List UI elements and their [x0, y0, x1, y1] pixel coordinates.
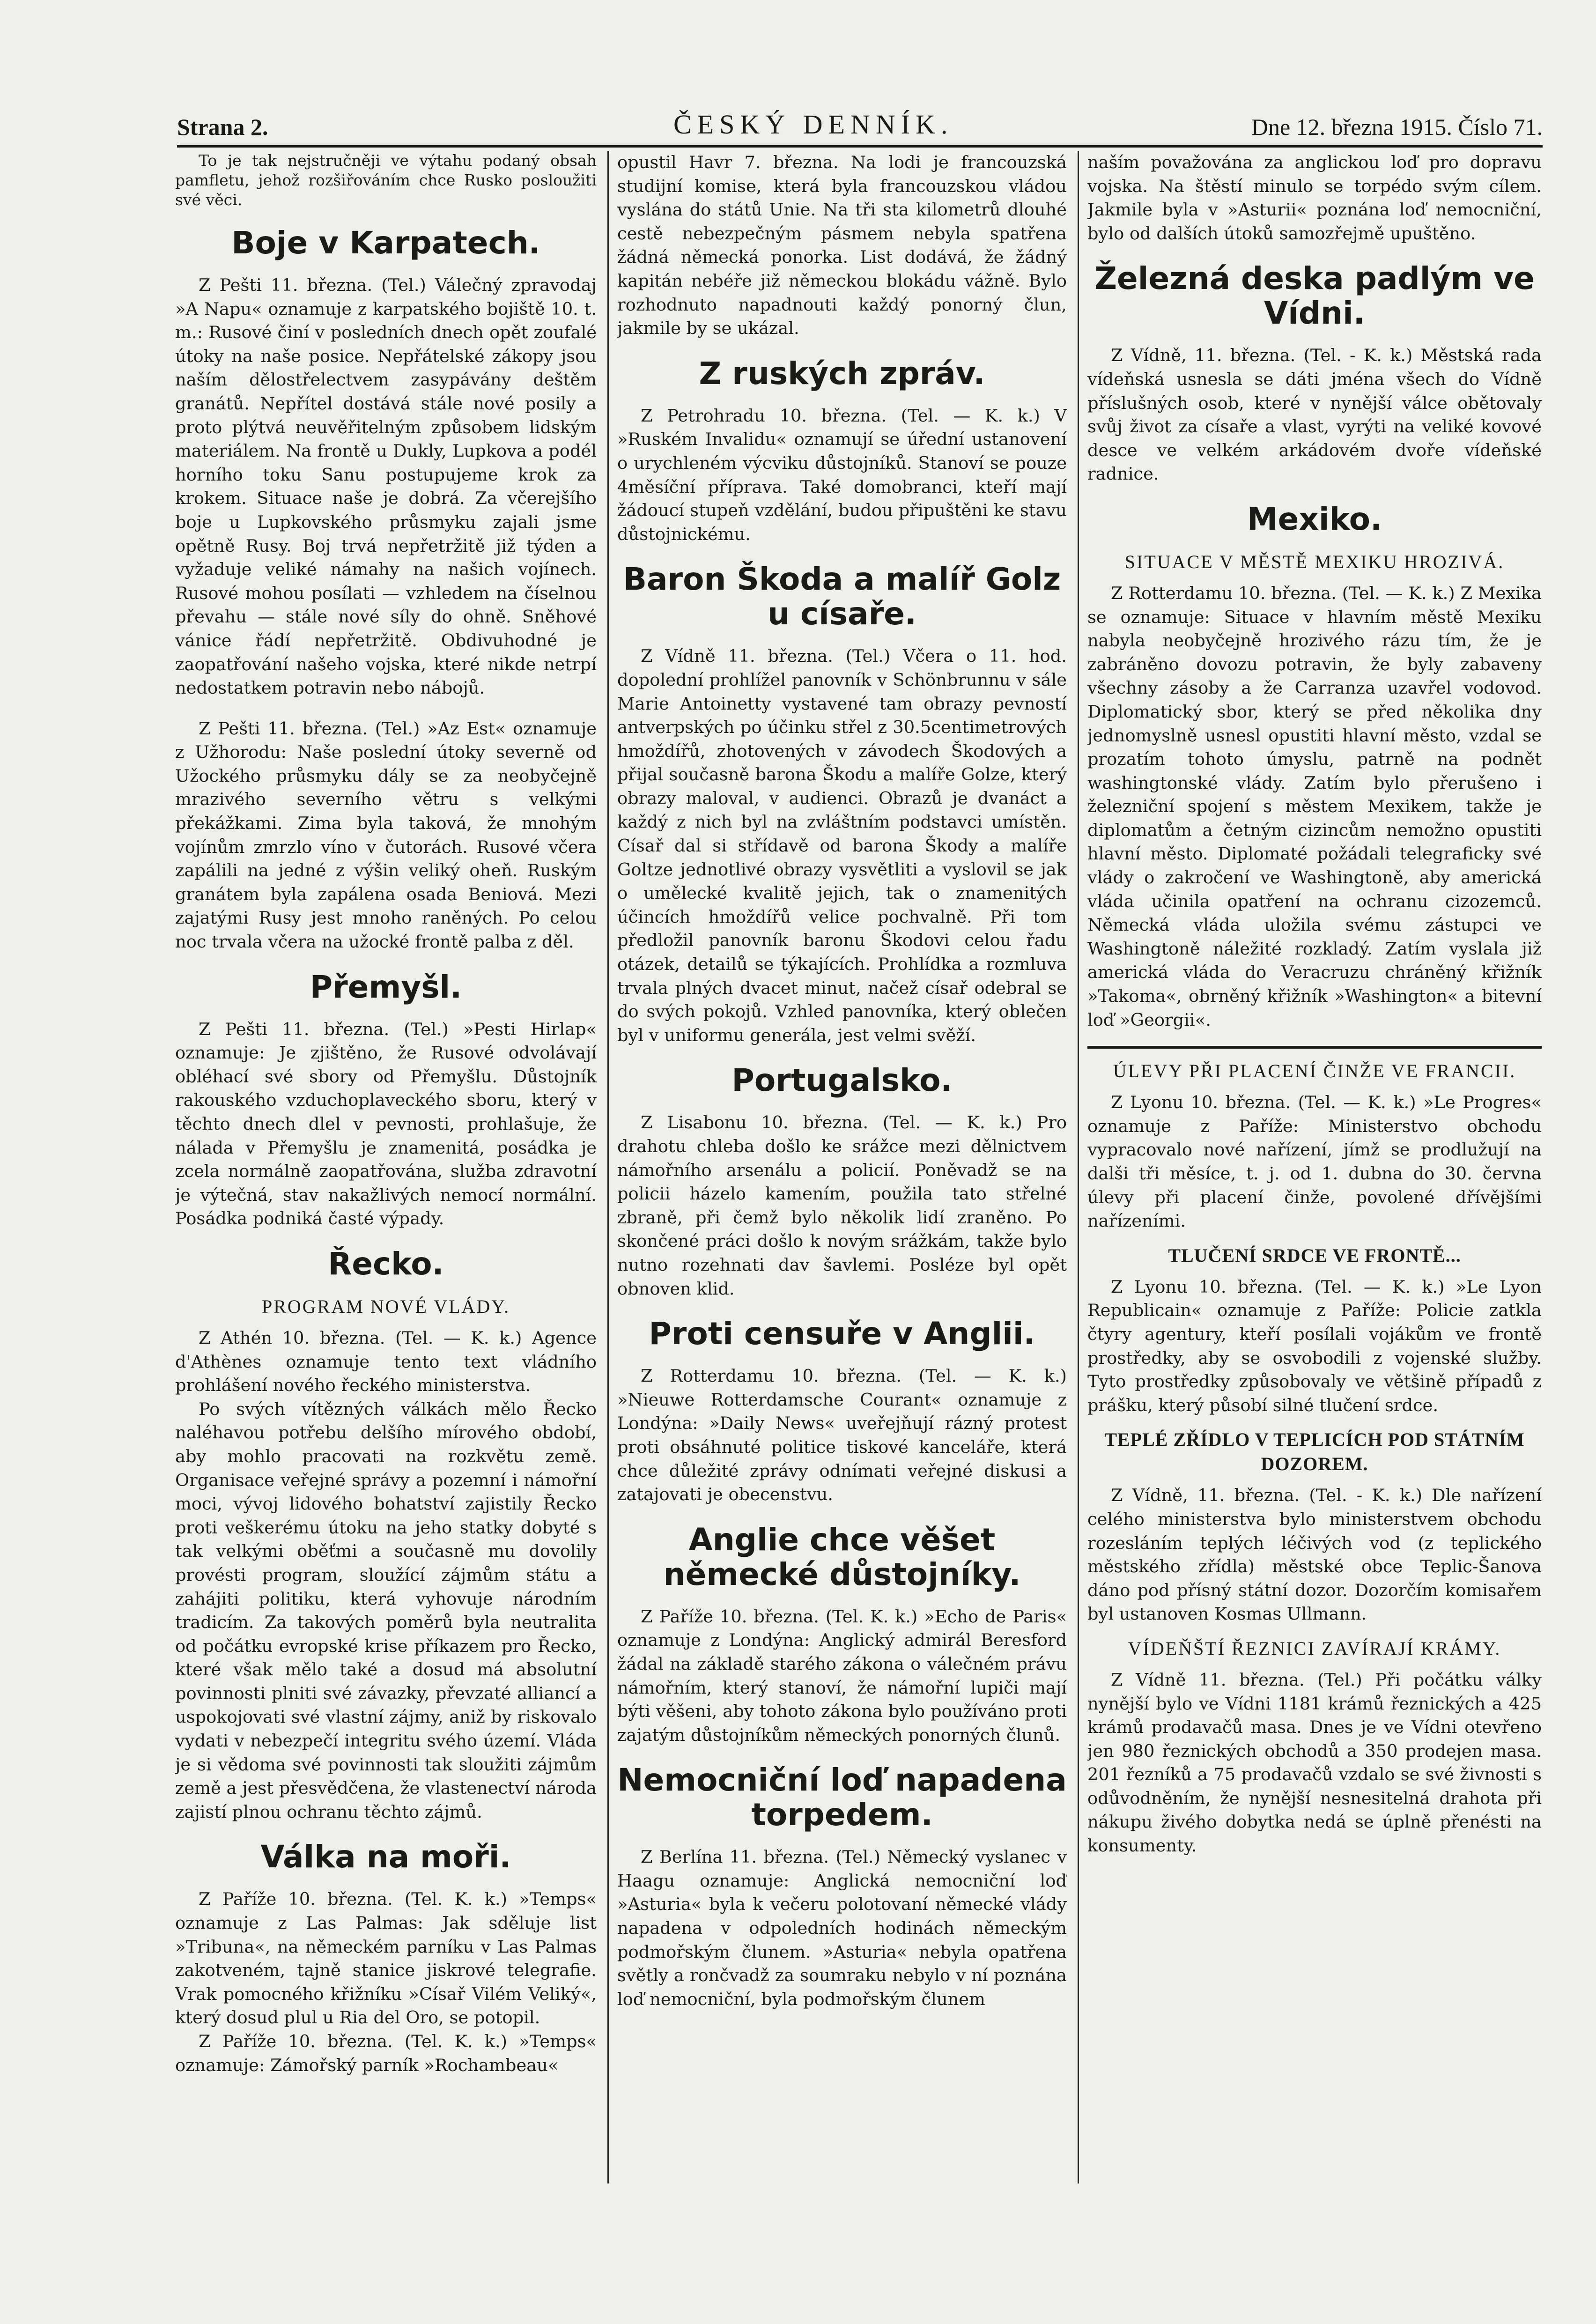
headline-karpaty: Boje v Karpatech. — [231, 225, 540, 261]
section-rule — [1087, 1046, 1542, 1049]
page-number: Strana 2. — [177, 114, 268, 140]
spacer — [175, 700, 597, 717]
subheading-zridlo: TEPLÉ ZŘÍDLO V TEPLICÍCH POD STÁTNÍM DOZOREM. — [1104, 1429, 1525, 1475]
article-paragraph: Z Pešti 11. března. (Tel.) »Az Est« oznamuje z Užhorodu: Naše poslední útoky severně od Užockého průsmyku dály se za neobyčejně mrazivého severního větru s velkými překážkami. Zima byla taková, že mnohým vojínům zmrzlo víno v čutorách. Rusové včera zapálili na jedné z výšin veliký oheň. Ruským granátem byla zapálena osada Beniová. Mezi zajatými Rusy jest mnoho raněných. Po celou noc trvala včera na užocké frontě palba z děl. — [175, 718, 597, 952]
headline-mexiko: Mexiko. — [1247, 501, 1382, 537]
article-paragraph: Z Petrohradu 10. března. (Tel. — K. k.) V »Ruském Invalidu« oznamují se úřední ustanovení o urychleném výcviku důstojníků. Stanoví se pouze 4měsíční příprava. Také domobranci, kteří mají žádoucí stupeň vzdělání, budou připuštěni ke stavu důstojnickému. — [617, 405, 1067, 544]
article-paragraph: Z Vídně, 11. března. (Tel. - K. k.) Dle nařízení celého ministerstva bylo ministerstvem obchodu rozesláním teplých léčivých vod (z teplického městského zřídla) městské obce Teplic-Šanova dáno pod přísný státní dozor. Dozorčím komisařem byl ustanoven Kosmas Ullmann. — [1087, 1485, 1542, 1624]
article-paragraph: Z Berlína 11. března. (Tel.) Německý vyslanec v Haagu oznamuje: Anglická nemocniční loď »Asturia« byla k večeru polotovaní německé vlády napadena v odpoledních hodinách německým podmořským člunem. »Asturia« nebyla opatřena světly a rončvadž za soumraku nebylo v ní poznána loď nemocniční, byla podmořským člunem — [617, 1847, 1067, 2009]
column-divider — [1078, 151, 1079, 2183]
article-paragraph: Z Pešti 11. března. (Tel.) »Pesti Hirlap« oznamuje: Je zjištěno, že Rusové odvolávají obléhací své sbory od Přemyšlu. Důstojník rakouského vzduchoplaveckého sboru, který v těchto dnech dlel v pevnosti, prohlašuje, že nálada v Přemyšlu je znamenitá, posádka je zcela normálně zaopatřována, služba zdravotní je výtečná, stav nakažlivých nemocí normální. Posádka podniká časté výpady. — [175, 1019, 597, 1229]
article-paragraph: naším považována za anglickou loď pro dopravu vojska. Na štěstí minulo se torpédo svým cílem. Jakmile byla v »Asturii« poznána loď nemocniční, bylo od dalších útoků samozřejmě upuštěno. — [1087, 152, 1542, 244]
article-paragraph: Z Rotterdamu 10. března. (Tel. — K. k.) »Nieuwe Rotterdamsche Courant« oznamuje z Londýna: »Daily News« uveřejňují rázný protest proti obsáhnuté politice tiskové kanceláře, která chce důležité zprávy odnímati veřejné diskusi a zatajovati je obecenstvu. — [617, 1366, 1067, 1505]
page-header — [177, 109, 1543, 146]
article-paragraph: Z Lisabonu 10. března. (Tel. — K. k.) Pro drahotu chleba došlo ke srážce mezi dělnictvem námořního arsenálu a policií. Poněvadž se na policii házelo kamením, použila tato střelné zbraně, při čemž bylo několik lidí zraněno. Po skončené práci došlo k novým srážkám, takže bylo nutno rozehnati dav šavlemi. Posléze byl opět obnoven klid. — [617, 1112, 1067, 1299]
headline-portugal: Portugalsko. — [732, 1062, 953, 1099]
article-paragraph: Z Rotterdamu 10. března. (Tel. — K. k.) Z Mexika se oznamuje: Situace v hlavním městě Mexiku nabyla neobyčejně hrozivého rázu tím, že je zabráněno dovozu potravin, že byly zabaveny všechny zásoby a že Carranza uzavřel vodovod. Diplomatický sbor, který se před několika dny jednomyslně usnesl opustiti hlavní město, vzdal se prozatím tohoto úmyslu, patrně na podnět washingtonské vlády. Zatím bylo přerušeno i železniční spojení s městem Mexikem, takže je diplomatům a četným cizincům nemožno opustiti hlavní město. Diplomaté požádali telegraficky své vlády o zakročení ve Washingtoně, aby americká vláda učinila opatření na ochranu cizozemců. Německá vláda uložila svému zástupci ve Washingtoně náležité rozkladý. Zatím vyslala již americká vláda do Veracruzu chráněný křižník »Takoma«, obrněný křižník »Washington« a bitevní loď »Georgii«. — [1087, 583, 1542, 1030]
headline-deska: Železná deska padlým ve Vídni. — [1094, 260, 1535, 332]
article-paragraph: Po svých vítězných válkách mělo Řecko naléhavou potřebu delšího mírového období, aby mohlo pracovati na rozkvětu země. Organisace veřejné správy a pozemní i námořní moci, vývoj lidového bohatství zajistily Řecko proti veškerému útoku na jeho statky dobyté s tak velkými oběťmi a současně mu dovolily provésti program, sloužící zájmům státu a zahájiti politiku, která vyhovuje národním tradicím. Za takových poměrů byla neutralita od počátku evropské krise příkazem pro Řecko, které však mělo také a dosud má absolutní povinnosti plniti své závazky, převzaté alliancí a uspokojovati své vlastní zájmy, aniž by riskovalo vydati v nebezpečí integritu svého území. Vláda je si vědoma své povinnosti tak sloužiti zájmům země a jest přesvědčena, že vlastenectví národa zajistí plnou ochranu těchto zájmů. — [175, 1399, 597, 1822]
article-paragraph: Z Vídně 11. března. (Tel.) Včera o 11. hod. dopolední prohlížel panovník v Schönbrunnu v sále Marie Antoinetty vystavené tam obrazy pevností antverpských po účinku střel z 30.5centimetrových hmoždířů, zhotovených v závodech Škodových a přijal současně barona Škodu a malíře Golze, který obrazy maloval, v audienci. Obrazů je dvanáct a každý z nich byl na zvláštním podstavci umístěn. Císař dal si střídavě od barona Škody a malíře Goltze jednotlivé obrazy vysvětliti a vyslovil se jak o umělecké kvalitě jejich, tak o znamenitých účincích hmoždířů velice pochvalně. Při tom předložil panovník baronu Škodovi celou řadu otázek, detailů se týkajících. Prohlídka a rozmluva trvala plných dvacet minut, načež císař odebral se do svých pokojů. Vzhled panovníka, který oblečen byl v uniformu generála, jest velmi svěží. — [617, 646, 1067, 1045]
headline-nemocnicni: Nemocniční loď napadena torpedem. — [617, 1762, 1067, 1833]
headline-rusko: Z ruských zpráv. — [699, 355, 985, 392]
column-3 — [1087, 151, 1542, 2183]
header-rule — [177, 145, 1543, 148]
article-paragraph: Z Paříže 10. března. (Tel. K. k.) »Echo de Paris« oznamuje z Londýna: Anglický admirál Beresford žádal na základě starého zákona o válečném právu námořním, který stanoví, že námořní lupiči mají býti věšeni, aby tohoto zákona bylo používáno proti zajatým důstojníkům německých ponorných člunů. — [617, 1606, 1067, 1745]
column-1 — [175, 151, 597, 2183]
article-paragraph: Z Lyonu 10. března. (Tel. — K. k.) »Le Progres« oznamuje z Paříže: Ministerstvo obchodu vypracovalo nové nařízení, jímž se prodlužují na dalši tři měsíce, t. j. od 1. dubna do 30. června úlevy při placení činže, povolené dřívějšími nařízeními. — [1087, 1092, 1542, 1231]
article-paragraph: Z Paříže 10. března. (Tel. K. k.) »Temps« oznamuje: Zámořský parník »Rochambeau« — [175, 2031, 597, 2075]
headline-skoda: Baron Škoda a malíř Golz u císaře. — [623, 561, 1061, 632]
subheading-recko: PROGRAM NOVÉ VLÁDY. — [261, 1295, 510, 1317]
headline-censura: Proti censuře v Anglii. — [649, 1316, 1035, 1352]
headline-przemysl: Přemyšl. — [310, 969, 462, 1005]
subheading-reznici: VÍDEŇŠTÍ ŘEZNICI ZAVÍRAJÍ KRÁMY. — [1128, 1637, 1501, 1659]
headline-anglie: Anglie chce věšet německé důstojníky. — [663, 1521, 1021, 1592]
subheading-ulevy: ÚLEVY PŘI PLACENÍ ČINŽE VE FRANCII. — [1113, 1060, 1516, 1082]
intro-paragraph: To je tak nejstručněji ve výtahu podaný obsah pamfletu, jehož rozšiřováním chce Rusko posloužiti své věci. — [175, 151, 597, 209]
masthead-title: ČESKÝ DENNÍK. — [673, 109, 953, 140]
issue-date: Dne 12. března 1915. Číslo 71. — [1251, 114, 1543, 140]
article-paragraph: Z Vídně 11. března. (Tel.) Při počátku války nynější bylo ve Vídni 1181 krámů řeznických a 425 krámů prodavačů masa. Dnes je ve Vídni otevřeno jen 980 řeznických obchodů a 350 prodejen masa. 201 řezníků a 75 prodavačů vzdalo se své živnosti s odůvodněním, že nynější nesnesitelná drahota při nákupu živého dobytka nedá se úplně přenésti na konsumenty. — [1087, 1669, 1542, 1856]
column-divider — [607, 151, 609, 2183]
headline-recko: Řecko. — [328, 1245, 444, 1282]
subheading-mexiko: SITUACE V MĚSTĚ MEXIKU HROZIVÁ. — [1124, 551, 1505, 572]
subheading-srdce: TLUČENÍ SRDCE VE FRONTĚ... — [1168, 1244, 1461, 1266]
article-paragraph: Z Pešti 11. března. (Tel.) Válečný zpravodaj »A Napu« oznamuje z karpatského bojiště 10. t. m.: Rusové činí v posledních dnech opět zoufalé útoky na naše posice. Nepřátelské zákopy jsou naším dělostřelectvem zasypávány deštěm granátů. Nepřítel dostává stále nové posily a proto plýtvá neuvěřitelným způsobem lidským materiálem. Na frontě u Dukly, Lupkova a podél horního toku Sanu postupujeme krok za krokem. Situace naše je dobrá. Za včerejšího boje u Lupkovského průsmyku zajali jsme opětně Rusy. Boj trvá nepřetržitě již týden a vyžaduje veliké námahy na našich vojínech. Rusové mohou posílati — vzhledem na číselnou převahu — stále nové síly do ohně. Sněhové vánice řádí nepřetržitě. Obdivuhodné je zaopatřování našeho vojska, které nikde netrpí nedostatkem potravin nebo nábojů. — [175, 275, 597, 698]
column-2 — [617, 151, 1067, 2183]
headline-valka: Válka na moři. — [260, 1839, 511, 1875]
article-paragraph: opustil Havr 7. března. Na lodi je francouzská studijní komise, která byla francouzskou vládou vyslána do států Unie. Na tři sta kilometrů dlouhé cestě nebezpečným pásmem nebyla spatřena žádná německá ponorka. List dodává, že žádný kapitán nebéře již německou blokádu vážně. Bylo rozhodnuto napadnouti každý ponorný člun, jakmile by se ukázal. — [617, 152, 1067, 339]
article-paragraph: Z Paříže 10. března. (Tel. K. k.) »Temps« oznamuje z Las Palmas: Jak sděluje list »Tribuna«, na německém parníku v Las Palmas zakotveném, tajně stanice jiskrové telegrafie. Vrak pomocného křižníku »Císař Vilém Veliký«, který dosud plul u Ria del Oro, se potopil. — [175, 1889, 597, 2028]
article-paragraph: Z Lyonu 10. března. (Tel. — K. k.) »Le Lyon Republicain« oznamuje z Paříže: Policie zatkla čtyry agentury, kteří posílali vojákům ve frontě prostředky, aby se osvobodili z vojenské služby. Tyto prostředky způsobovaly ve většině případů z prášku, který působí silné tlučení srdce. — [1087, 1276, 1542, 1415]
article-paragraph: Z Athén 10. března. (Tel. — K. k.) Agence d'Athènes oznamuje tento text vládního prohlášení nového řeckého ministerstva. — [175, 1327, 597, 1396]
article-paragraph: Z Vídně, 11. března. (Tel. - K. k.) Městská rada vídeňská usnesla se dáti jména všech do Vídně příslušných osob, které v nynější válce obětovaly svůj život za císaře a vlast, vyrýti na veliké kovové desce ve velkém arkádovém dvoře vídeňské radnice. — [1087, 345, 1542, 484]
